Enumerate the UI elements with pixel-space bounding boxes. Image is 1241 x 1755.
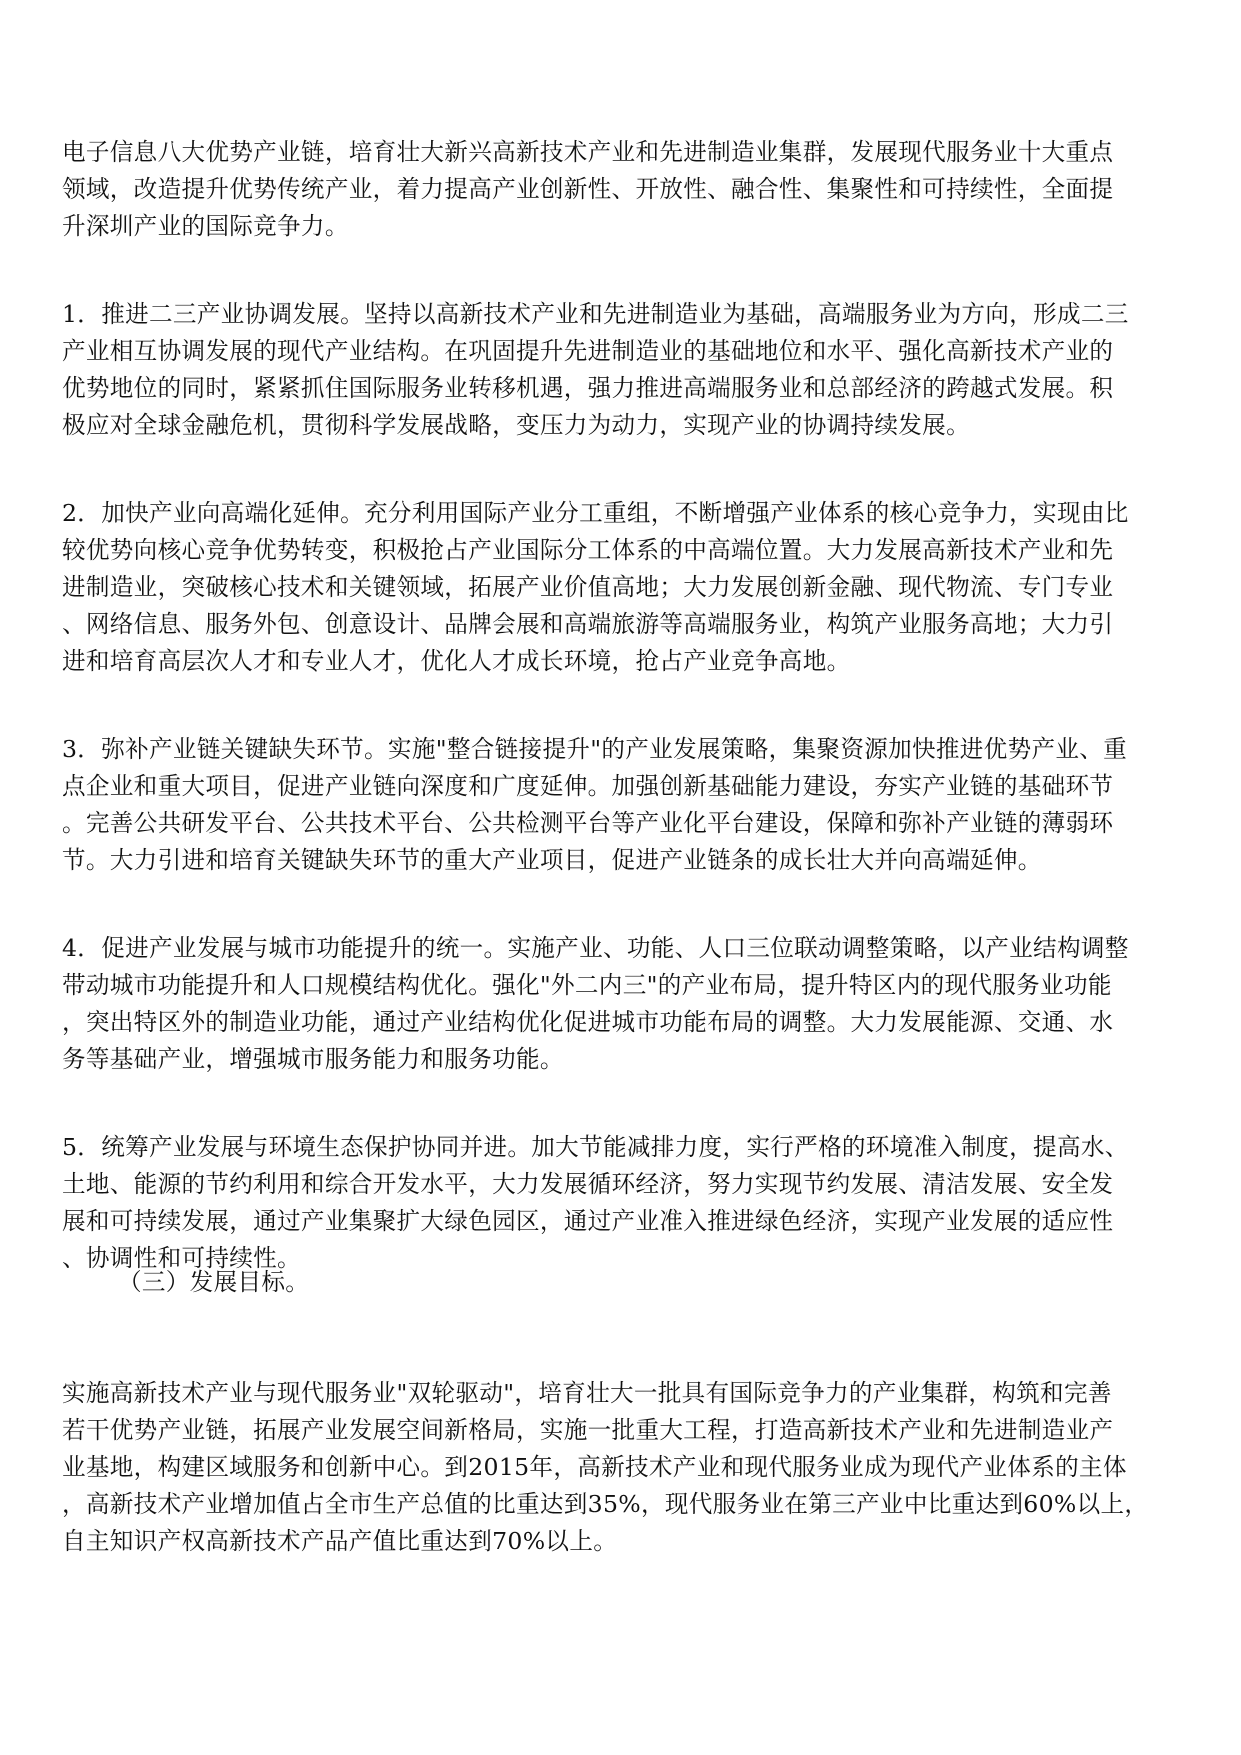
text-line: 业基地，构建区域服务和创新中心。到2015年，高新技术产业和现代服务业成为现代产业体系的主体 bbox=[62, 1453, 1127, 1481]
text-line: 自主知识产权高新技术产品产值比重达到70%以上。 bbox=[62, 1527, 618, 1555]
text-line: 产业相互协调发展的现代产业结构。在巩固提升先进制造业的基础地位和水平、强化高新技术产业的 bbox=[62, 337, 1114, 365]
paragraph-item-5 bbox=[62, 1129, 1178, 1277]
text-line: 点企业和重大项目，促进产业链向深度和广度延伸。加强创新基础能力建设，夯实产业链的基础环节 bbox=[62, 772, 1114, 800]
text-line: 升深圳产业的国际竞争力。 bbox=[62, 212, 349, 240]
text-line: ，突出特区外的制造业功能，通过产业结构优化促进城市功能布局的调整。大力发展能源、交通、水 bbox=[62, 1008, 1114, 1036]
text-line: 展和可持续发展，通过产业集聚扩大绿色园区，通过产业准入推进绿色经济，实现产业发展的适应性 bbox=[62, 1207, 1114, 1235]
section-heading: （三）发展目标。 bbox=[118, 1268, 310, 1296]
text-line: 极应对全球金融危机，贯彻科学发展战略，变压力为动力，实现产业的协调持续发展。 bbox=[62, 411, 970, 439]
text-line: 、协调性和可持续性。 bbox=[62, 1244, 301, 1272]
text-line: 领域，改造提升优势传统产业，着力提高产业创新性、开放性、融合性、集聚性和可持续性，全面提 bbox=[62, 175, 1114, 203]
text-line: 进制造业，突破核心技术和关键领域，拓展产业价值高地；大力发展创新金融、现代物流、专门专业 bbox=[62, 573, 1114, 601]
text-line: 带动城市功能提升和人口规模结构优化。强化"外二内三"的产业布局，提升特区内的现代服务业功能 bbox=[62, 971, 1112, 999]
paragraph-goals bbox=[62, 1375, 1178, 1560]
text-line: 、网络信息、服务外包、创意设计、品牌会展和高端旅游等高端服务业，构筑产业服务高地；大力引 bbox=[62, 610, 1114, 638]
text-line: 较优势向核心竞争优势转变，积极抢占产业国际分工体系的中高端位置。大力发展高新技术产业和先 bbox=[62, 536, 1114, 564]
text-line: ，高新技术产业增加值占全市生产总值的比重达到35%，现代服务业在第三产业中比重达到60%以上， bbox=[62, 1490, 1149, 1518]
text-line: 3．弥补产业链关键缺失环节。实施"整合链接提升"的产业发展策略，集聚资源加快推进优势产业、重 bbox=[62, 735, 1128, 763]
paragraph-item-4 bbox=[62, 930, 1178, 1078]
text-line: 5．统筹产业发展与环境生态保护协同并进。加大节能减排力度，实行严格的环境准入制度，提高水、 bbox=[62, 1133, 1129, 1161]
paragraph-intro bbox=[62, 134, 1178, 245]
text-line: 土地、能源的节约利用和综合开发水平，大力发展循环经济，努力实现节约发展、清洁发展、安全发 bbox=[62, 1170, 1114, 1198]
text-line: 务等基础产业，增强城市服务能力和服务功能。 bbox=[62, 1045, 564, 1073]
text-line: 节。大力引进和培育关键缺失环节的重大产业项目，促进产业链条的成长壮大并向高端延伸。 bbox=[62, 846, 1042, 874]
text-line: 优势地位的同时，紧紧抓住国际服务业转移机遇，强力推进高端服务业和总部经济的跨越式发展。积 bbox=[62, 374, 1114, 402]
text-line: 2．加快产业向高端化延伸。充分利用国际产业分工重组，不断增强产业体系的核心竞争力，实现由比 bbox=[62, 499, 1129, 527]
text-line: 1．推进二三产业协调发展。坚持以高新技术产业和先进制造业为基础，高端服务业为方向，形成二三 bbox=[62, 300, 1129, 328]
text-line: 电子信息八大优势产业链，培育壮大新兴高新技术产业和先进制造业集群，发展现代服务业十大重点 bbox=[62, 138, 1114, 166]
text-line: 进和培育高层次人才和专业人才，优化人才成长环境，抢占产业竞争高地。 bbox=[62, 647, 851, 675]
paragraph-item-1 bbox=[62, 296, 1178, 444]
text-line: 实施高新技术产业与现代服务业"双轮驱动"，培育壮大一批具有国际竞争力的产业集群，构筑和完善 bbox=[62, 1379, 1112, 1407]
text-line: 若干优势产业链，拓展产业发展空间新格局，实施一批重大工程，打造高新技术产业和先进制造业产 bbox=[62, 1416, 1114, 1444]
text-line: 4．促进产业发展与城市功能提升的统一。实施产业、功能、人口三位联动调整策略，以产业结构调整 bbox=[62, 934, 1129, 962]
paragraph-item-2 bbox=[62, 495, 1178, 680]
paragraph-item-3 bbox=[62, 731, 1178, 879]
text-line: 。完善公共研发平台、公共技术平台、公共检测平台等产业化平台建设，保障和弥补产业链的薄弱环 bbox=[62, 809, 1114, 837]
